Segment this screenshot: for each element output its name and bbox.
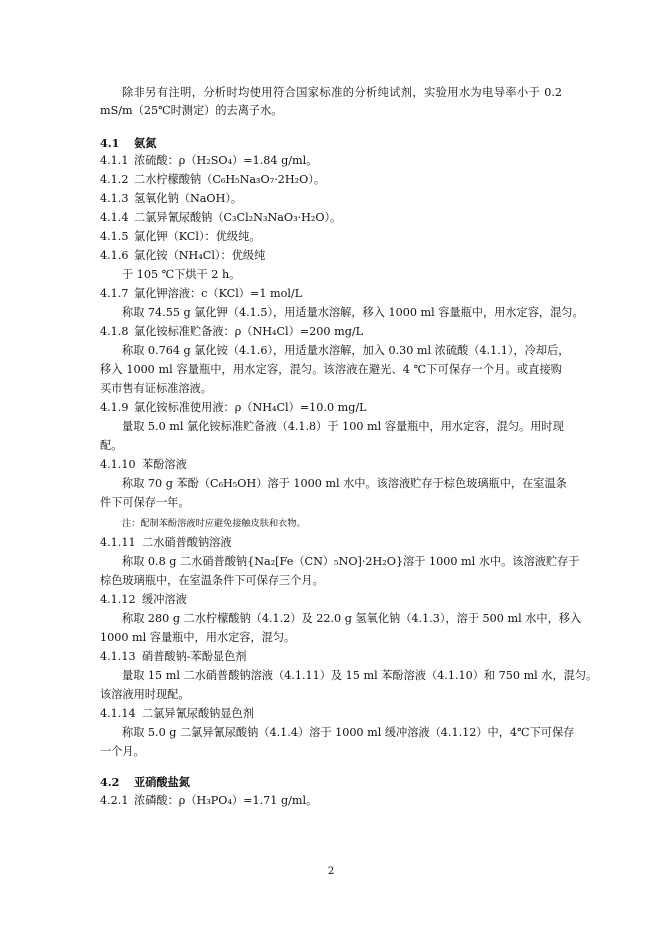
item-4-1-8-body-2: 移入 1000 ml 容量瓶中，用水定容，混匀。该溶液在避光、4 ℃下可保存一个月。或直接购: [100, 363, 562, 376]
item-4-1-9-body-2: 配。: [100, 439, 123, 452]
item-4-1-12-body-1: 称取 280 g 二水柠檬酸钠（4.1.2）及 22.0 g 氢氧化钠（4.1.3），溶于 500 ml 水中，移入: [122, 612, 582, 625]
page-number: 2: [327, 866, 335, 877]
item-4-1-13: [100, 650, 246, 664]
item-number: 4.1.13: [100, 650, 136, 663]
item-4-1-13-body-1: 量取 15 ml 二水硝普酸钠溶液（4.1.11）及 15 ml 苯酚溶液（4.1.10）和 750 ml 水，混匀。: [122, 669, 598, 682]
item-number: 4.2.1: [100, 794, 129, 807]
item-4-1-10-note: 注：配制苯酚溶液时应避免接触皮肤和衣物。: [122, 518, 306, 529]
item-4-1-13-body-2: 该溶液用时现配。: [100, 688, 190, 701]
item-4-1-7: [100, 287, 302, 301]
item-4-1-11-body-1: 称取 0.8 g 二水硝普酸钠{Na₂[Fe（CN）₅NO]·2H₂O}溶于 1000 ml 水中。该溶液贮存于: [122, 555, 580, 568]
item-text: 氯化钾溶液：c（KCl）=1 mol/L: [134, 287, 303, 300]
intro-line-1: 除非另有注明，分析时均使用符合国家标准的分析纯试剂，实验用水为电导率小于 0.2: [122, 86, 562, 99]
item-4-1-4: [100, 211, 341, 225]
item-number: 4.1.9: [100, 401, 129, 414]
item-4-1-8-body-1: 称取 0.764 g 氯化铵（4.1.6），用适量水溶解，加入 0.30 ml 浓硫酸（4.1.1），冷却后，: [122, 344, 570, 357]
item-text: 氯化钾（KCl）：优级纯。: [134, 230, 261, 243]
item-number: 4.1.1: [100, 154, 129, 167]
item-4-1-6: [100, 249, 265, 263]
item-text: 浓磷酸：ρ（H₃PO₄）=1.71 g/ml。: [134, 794, 318, 807]
item-number: 4.1.5: [100, 230, 129, 243]
item-text: 二氯异氰尿酸钠显色剂: [142, 707, 254, 720]
section-title: 氨氮: [134, 136, 157, 150]
item-4-1-9: [100, 401, 367, 415]
item-number: 4.1.3: [100, 192, 129, 205]
item-4-1-3: [100, 192, 242, 206]
item-4-1-7-body: 称取 74.55 g 氯化钾（4.1.5），用适量水溶解，移入 1000 ml 容量瓶中，用水定容，混匀。: [122, 306, 584, 319]
item-text: 氯化铵（NH₄Cl）：优级纯: [134, 249, 266, 262]
item-4-1-14: [100, 707, 254, 721]
item-number: 4.1.8: [100, 325, 129, 338]
item-4-1-6-body: 于 105 ℃下烘干 2 h。: [122, 268, 241, 281]
item-text: 硝普酸钠-苯酚显色剂: [142, 650, 247, 663]
item-text: 二水柠檬酸钠（C₆H₅Na₃O₇·2H₂O）。: [134, 173, 326, 186]
item-text: 浓硫酸：ρ（H₂SO₄）=1.84 g/ml。: [134, 154, 318, 167]
section-title: 亚硝酸盐氮: [134, 775, 190, 789]
item-number: 4.1.14: [100, 707, 136, 720]
item-number: 4.1.6: [100, 249, 129, 262]
item-text: 氯化铵标准使用液：ρ（NH₄Cl）=10.0 mg/L: [134, 401, 367, 414]
item-4-2-1: [100, 794, 317, 808]
item-4-1-10-body-2: 件下可保存一年。: [100, 496, 190, 509]
item-number: 4.1.10: [100, 458, 136, 471]
item-4-1-9-body-1: 量取 5.0 ml 氯化铵标准贮备液（4.1.8）于 100 ml 容量瓶中，用水定容，混匀。用时现: [122, 420, 564, 433]
item-number: 4.1.2: [100, 173, 129, 186]
item-4-1-2: [100, 173, 325, 187]
item-4-1-10: [100, 458, 187, 472]
item-4-1-14-body-2: 一个月。: [100, 745, 145, 758]
item-4-1-11: [100, 536, 232, 550]
item-text: 氯化铵标准贮备液：ρ（NH₄Cl）=200 mg/L: [134, 325, 364, 338]
section-number: 4.2: [100, 775, 120, 789]
item-4-1-11-body-2: 棕色玻璃瓶中，在室温条件下可保存三个月。: [100, 574, 324, 587]
item-number: 4.1.12: [100, 593, 136, 606]
item-text: 氢氧化钠（NaOH）。: [134, 192, 243, 205]
item-4-1-12: [100, 593, 187, 607]
item-number: 4.1.4: [100, 211, 129, 224]
section-heading-4-2: [100, 775, 190, 789]
item-4-1-8: [100, 325, 363, 339]
item-number: 4.1.11: [100, 536, 136, 549]
section-heading-4-1: [100, 136, 156, 150]
item-text: 二氯异氰尿酸钠（C₃Cl₂N₃NaO₃·H₂O）。: [134, 211, 342, 224]
item-4-1-14-body-1: 称取 5.0 g 二氯异氰尿酸钠（4.1.4）溶于 1000 ml 缓冲溶液（4.1.12）中，4℃下可保存: [122, 726, 575, 739]
item-4-1-12-body-2: 1000 ml 容量瓶中，用水定容，混匀。: [100, 631, 296, 644]
item-number: 4.1.7: [100, 287, 129, 300]
intro-line-2: mS/m（25℃时测定）的去离子水。: [100, 104, 283, 117]
item-text: 苯酚溶液: [142, 458, 187, 471]
item-4-1-8-body-3: 买市售有证标准溶液。: [100, 382, 212, 395]
item-text: 缓冲溶液: [142, 593, 187, 606]
item-4-1-5: [100, 230, 260, 244]
item-4-1-10-body-1: 称取 70 g 苯酚（C₆H₅OH）溶于 1000 ml 水中。该溶液贮存于棕色玻璃瓶中，在室温条: [122, 477, 567, 490]
item-text: 二水硝普酸钠溶液: [142, 536, 232, 549]
item-4-1-1: [100, 154, 317, 168]
section-number: 4.1: [100, 136, 120, 150]
